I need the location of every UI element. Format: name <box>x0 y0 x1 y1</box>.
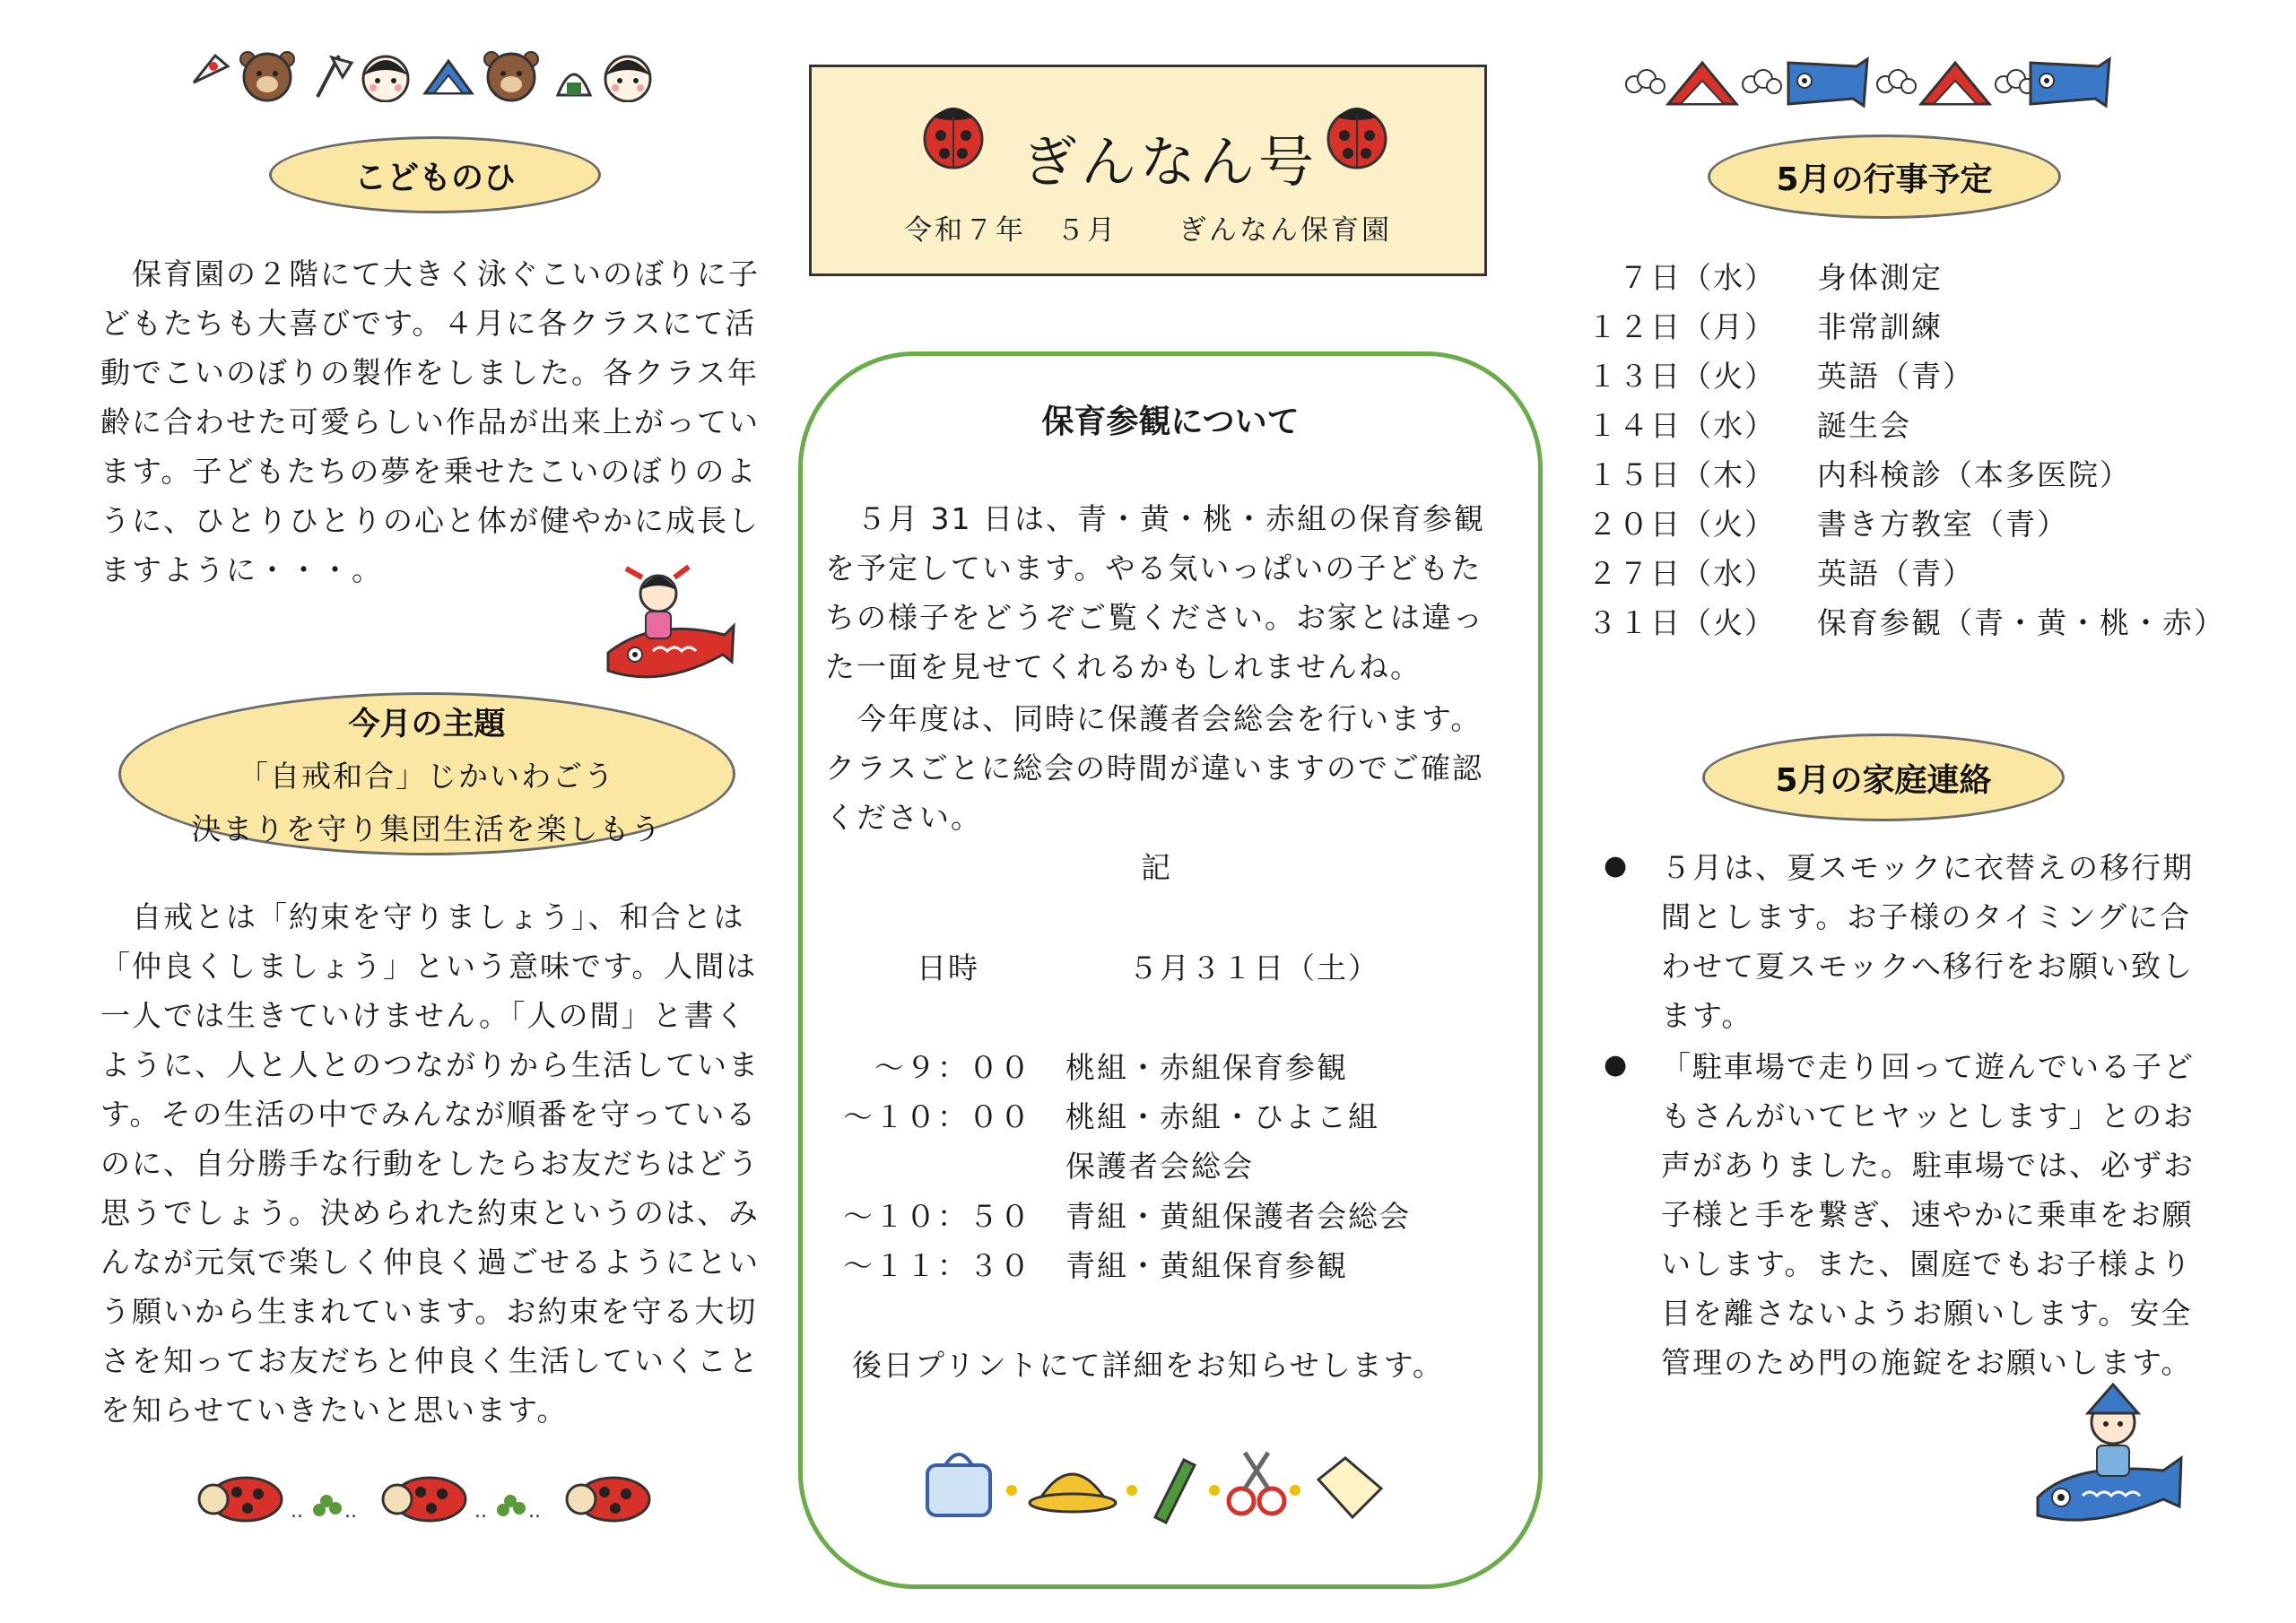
kodomo-title: こどものひ <box>353 159 516 196</box>
bear-icon <box>240 52 294 100</box>
event-name: 英語（青） <box>1817 556 1974 591</box>
ki-mark: 記 <box>1141 850 1172 885</box>
event-name: 英語（青） <box>1817 359 1974 394</box>
event-name: 非常訓練 <box>1817 309 1943 344</box>
cloud-icon <box>1743 70 1781 93</box>
kintaro-icon <box>605 56 650 101</box>
kabuto-icon <box>425 61 472 93</box>
bullet-icon: ● <box>1604 850 1628 881</box>
theme-pill <box>118 692 735 855</box>
ladybug-icon <box>567 1478 649 1521</box>
event-name: 書き方教室（青） <box>1817 507 2068 542</box>
ladybug-icon <box>919 98 987 169</box>
bag-icon <box>927 1454 990 1515</box>
schedule-desc: 青組・黄組保育参観 <box>1065 1248 1348 1283</box>
header-box <box>809 65 1487 276</box>
cloud-icon <box>1996 70 2034 93</box>
schedule-desc: 青組・黄組保護者会総会 <box>1065 1199 1411 1234</box>
scissors-icon <box>1229 1453 1284 1514</box>
schedule-desc: 保護者会総会 <box>1065 1149 1254 1184</box>
date-value: ５月３１日（土） <box>1128 950 1379 985</box>
riceball-icon <box>558 74 590 95</box>
koinobori-boy-illustration <box>2029 1372 2199 1533</box>
koinobori-icon <box>2031 59 2109 106</box>
event-name: 保育参観（青・黄・桃・赤） <box>1817 605 2225 640</box>
events-title: 5月の行事予定 <box>1776 161 1993 198</box>
family-title: 5月の家庭連絡 <box>1775 761 1992 799</box>
koinobori-girl-illustration <box>599 554 743 698</box>
theme-title: 今月の主題 <box>348 707 506 742</box>
ladybug-icon <box>199 1478 282 1521</box>
svg-text:..: .. <box>344 1500 357 1523</box>
clover-icon <box>313 1495 342 1516</box>
festival-icons-row <box>188 47 673 102</box>
schedule-desc: 桃組・赤組保育参観 <box>1065 1050 1348 1085</box>
event-name: 身体測定 <box>1817 260 1943 295</box>
ladybug-icon <box>1323 98 1391 169</box>
family-title-pill <box>1702 733 2065 821</box>
crayon-icon <box>1155 1460 1195 1523</box>
ladybug-icon <box>383 1478 465 1521</box>
observation-para1: ５月 31 日は、青・黄・桃・赤組の保育参観を予定しています。やる気いっぱいの子どもたちの様子をどうぞご覧ください。お家とは違った一面を見せてくれるかもしれませんね。 <box>825 501 1485 684</box>
kodomo-title-pill <box>269 136 601 213</box>
bullet-icon: ● <box>1604 1049 1628 1081</box>
axe-icon <box>317 56 352 97</box>
newsletter-title: ぎんなん号 <box>1022 129 1318 195</box>
hat-icon <box>1030 1474 1116 1512</box>
newsletter-subtitle: 令和７年 ５月 ぎんなん保育園 <box>904 214 1392 247</box>
cloud-icon <box>1626 70 1665 93</box>
schedule-desc: 桃組・赤組・ひよこ組 <box>1065 1099 1379 1134</box>
ladybug-clover-row <box>192 1462 676 1524</box>
theme-line1: 「自戒和合」じかいわごう <box>239 759 615 794</box>
theme-line2: 決まりを守り集団生活を楽しもう <box>191 812 663 846</box>
kabuto-koinobori-row <box>1622 50 2124 113</box>
svg-text:..: .. <box>528 1500 541 1523</box>
kabuto-icon <box>1668 63 1736 104</box>
observation-footer: 後日プリントにて詳細をお知らせします。 <box>852 1348 1445 1383</box>
smock-icon <box>1318 1458 1381 1517</box>
school-items-row <box>924 1444 1390 1524</box>
kodomo-text: 保育園の２階にて大きく泳ぐこいのぼりに子どもたちも大喜びです。４月に各クラスにて活動でこいのぼりの製作をしました。各クラス年齢に合わせた可愛らしい作品が出来上がっています。子どもたちの夢を乗せたこいのぼりのように、ひとりひとりの心と体が健やかに成長しますように・・・。 <box>100 256 760 587</box>
event-name: 誕生会 <box>1817 408 1911 443</box>
theme-text: 自戒とは「約束を守りましょう」、和合とは「仲良くしましょう」という意味です。人間は一人では生きていけません。「人の間」と書くように、人と人とのつながりから生活しています。その生活の中でみんなが順番を守っているのに、自分勝手な行動をしたらお友だちはどう思うでしょう。決められた約束というのは、みんなが元気で楽しく仲良く過ごせるようにという願いから生まれています。お約束を守る大切さを知ってお友だちと仲良く生活していくことを知らせていきたいと思います。 <box>100 899 760 1428</box>
cloud-icon <box>1877 70 1916 93</box>
date-label: 日時 <box>917 950 979 985</box>
bear-icon <box>484 52 538 100</box>
events-title-pill <box>1708 135 2061 219</box>
kabuto-icon <box>1921 63 1989 104</box>
event-name: 内科検診（本多医院） <box>1817 457 2131 492</box>
observation-title: 保育参観について <box>1041 404 1300 440</box>
svg-text:..: .. <box>474 1500 487 1523</box>
observation-para2: 今年度は、同時に保護者会総会を行います。クラスごとに総会の時間が違いますのでご確認ください。 <box>825 701 1484 835</box>
svg-text:..: .. <box>291 1500 303 1523</box>
clover-icon <box>497 1495 526 1516</box>
fan-icon <box>194 56 228 82</box>
koinobori-icon <box>1788 59 1867 106</box>
notice-text: ５月は、夏スモックに衣替えの移行期間とします。お子様のタイミングに合わせて夏スモックへ移行をお願い致します。 <box>1661 850 2195 1033</box>
kintaro-icon <box>363 56 408 101</box>
notice-text: 「駐車場で走り回って遊んでいる子どもさんがいてヒヤッとします」とのお声がありました。駐車場では、必ずお子様と手を繋ぎ、速やかに乗車をお願いします。また、園庭でもお子様より目を離さないようお願いします。安全管理のため門の施錠をお願いします。 <box>1661 1049 2195 1380</box>
